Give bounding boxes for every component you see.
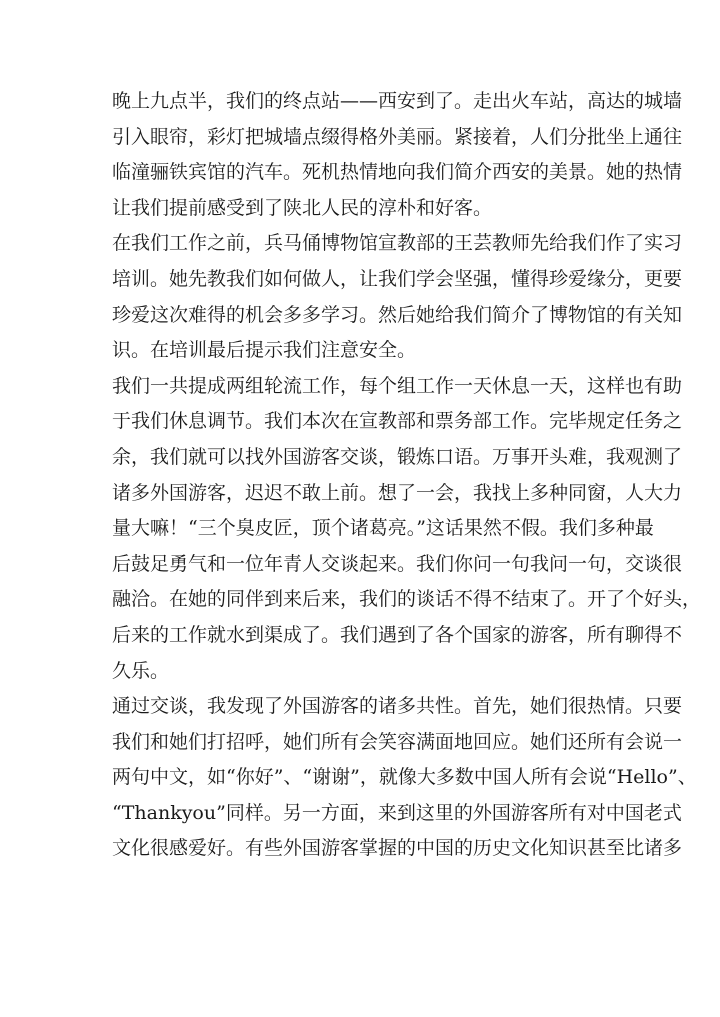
text-line: 引入眼帘，彩灯把城墙点缀得格外美丽。紧接着，人们分批坐上通往 (112, 125, 683, 148)
text-line: 于我们休息调节。我们本次在宣教部和票务部工作。完毕规定任务之 (112, 410, 683, 433)
text-line: 培训。她先教我们如何做人，让我们学会坚强，懂得珍爱缘分，更要 (112, 267, 683, 290)
text-line: 两句中文，如“你好”、“谢谢”，就像大多数中国人所有会说“Hello”、 (112, 766, 697, 789)
text-line: 识。在培训最后提示我们注意安全。 (112, 339, 417, 362)
text-line: 让我们提前感受到了陕北人民的淳朴和好客。 (112, 196, 493, 219)
text-line: 后鼓足勇气和一位年青人交谈起来。我们你问一句我问一句，交谈很 (112, 552, 683, 575)
text-line: 在我们工作之前，兵马俑博物馆宣教部的王芸教师先给我们作了实习 (112, 232, 683, 255)
text-line: 融洽。在她的同伴到来后来，我们的谈话不得不结束了。开了个好头， (112, 588, 702, 611)
paragraph (112, 226, 683, 368)
paragraph (112, 84, 683, 226)
text-line: 诸多外国游客，迟迟不敢上前。想了一会，我找上多种同窗，人大力 (112, 481, 683, 504)
text-line: 后来的工作就水到渠成了。我们遇到了各个国家的游客，所有聊得不 (112, 623, 683, 646)
text-line: 临潼骊铁宾馆的汽车。死机热情地向我们简介西安的美景。她的热情 (112, 161, 683, 184)
text-line: 久乐。 (112, 659, 170, 682)
text-line: 珍爱这次难得的机会多多学习。然后她给我们简介了博物馆的有关知 (112, 303, 683, 326)
text-line: 晚上九点半，我们的终点站——西安到了。走出火车站，高达的城墙 (112, 90, 683, 112)
text-line: 量大嘛！“三个臭皮匠，顶个诸葛亮。”这话果然不假。我们多种最 (112, 517, 654, 540)
text-line: 我们和她们打招呼，她们所有会笑容满面地回应。她们还所有会说一 (112, 730, 683, 753)
text-line: 通过交谈，我发现了外国游客的诸多共性。首先，她们很热情。只要 (112, 695, 683, 718)
paragraph (112, 689, 697, 867)
body-text (112, 84, 702, 867)
text-line: 我们一共提成两组轮流工作，每个组工作一天休息一天，这样也有助 (112, 374, 683, 397)
text-line: “Thankyou”同样。另一方面，来到这里的外国游客所有对中国老式 (112, 801, 682, 824)
text-line: 余，我们就可以找外国游客交谈，锻炼口语。万事开头难，我观测了 (112, 445, 683, 468)
text-line: 文化很感爱好。有些外国游客掌握的中国的历史文化知识甚至比诸多 (112, 837, 683, 860)
paragraph (112, 369, 702, 689)
